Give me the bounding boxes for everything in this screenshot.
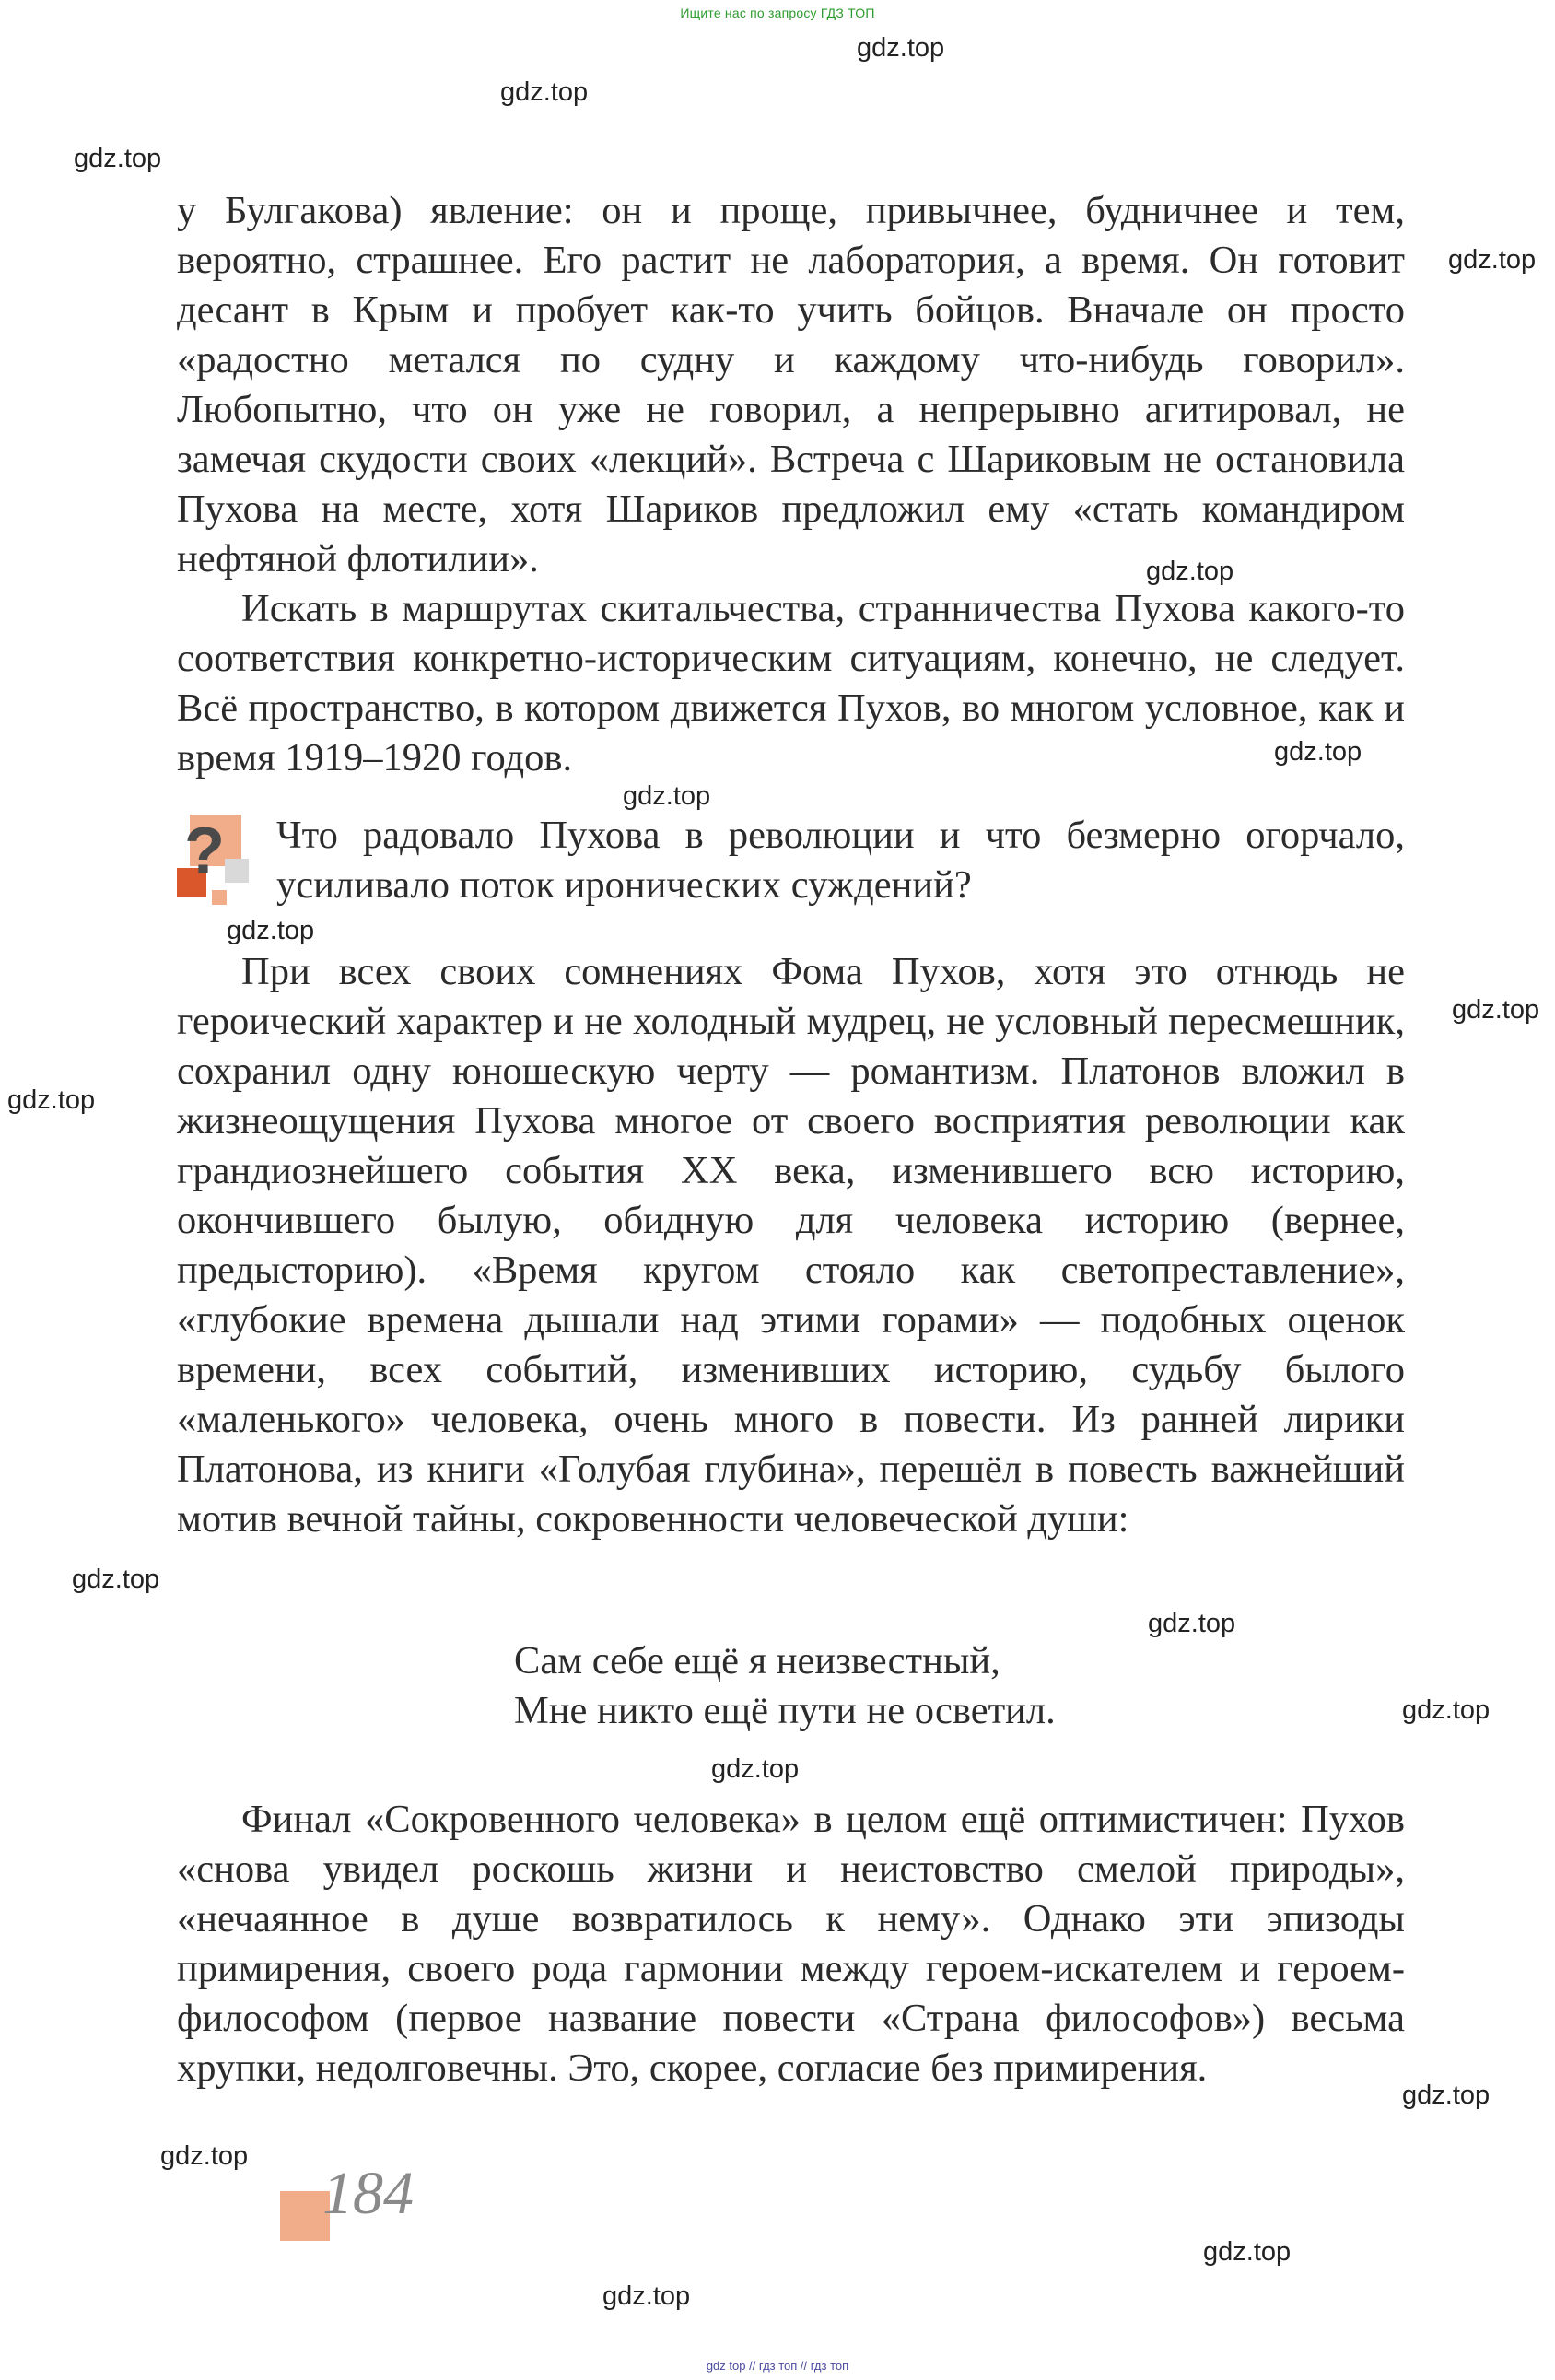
top-banner[interactable]: Ищите нас по запросу ГДЗ ТОП: [680, 6, 875, 20]
paragraph: у Булгакова) явление: он и проще, привычнее, будничнее и тем, вероятно, страшнее. Его растит не лаборатория, а время. Он готовит десант в Крым и пробует как-то учить бойцов. Вначале он просто «радостно метался по судну и каждому что-нибудь говорил». Любопытно, что он уже не говорил, а непрерывно агитировал, не замечая скудости своих «лекций». Встреча с Шариковым не остановила Пухова на месте, хотя Шариков предложил ему «стать командиром нефтяной флотилии».: [177, 189, 1405, 580]
watermark: gdz.top: [1148, 1609, 1236, 1638]
watermark: gdz.top: [160, 2141, 249, 2171]
page-number: 184: [322, 2160, 414, 2227]
watermark: gdz.top: [602, 2281, 691, 2311]
footer-links[interactable]: gdz top // гдз топ // гдз топ: [706, 2359, 849, 2373]
poem-line: Мне никто ещё пути не осветил.: [514, 1689, 1056, 1732]
watermark: gdz.top: [1402, 1695, 1491, 1725]
svg-text:?: ?: [184, 815, 225, 888]
watermark: gdz.top: [623, 781, 711, 811]
watermark: gdz.top: [1448, 245, 1537, 275]
watermark: gdz.top: [500, 77, 589, 107]
question-mark-icon: [177, 811, 269, 912]
watermark: gdz.top: [1146, 557, 1234, 586]
poem-quote: [514, 1636, 1056, 1736]
watermark: gdz.top: [711, 1754, 800, 1784]
watermark: gdz.top: [1203, 2237, 1292, 2267]
text-block-bottom: [177, 1795, 1405, 2093]
poem-line: Сам себе ещё я неизвестный,: [514, 1639, 1000, 1682]
question-text: Что радовало Пухова в революции и что безмерно огорчало, усиливало поток иронических суждений?: [276, 814, 1405, 907]
watermark: gdz.top: [72, 1565, 160, 1594]
text-block-middle: [177, 947, 1405, 1544]
watermark: gdz.top: [74, 144, 162, 173]
watermark: gdz.top: [7, 1085, 96, 1115]
paragraph: При всех своих сомнениях Фома Пухов, хотя это отнюдь не героический характер и не холодный мудрец, не условный пересмешник, сохранил одну юношескую черту — романтизм. Платонов вложил в жизнеощущения Пухова многое от своего восприятия революции как грандиознейшего события XX века, изменившего всю историю, окончившего былую, обидную для человека историю (вернее, предысторию). «Время кругом стояло как светопреставление», «глубокие времена дышали над этими горами» — подобных оценок времени, всех событий, изменивших историю, судьбу былого «маленького» человека, очень много в повести. Из ранней лирики Платонова, из книги «Голубая глубина», перешёл в повесть важнейший мотив вечной тайны, сокровенности человеческой души:: [177, 950, 1405, 1541]
watermark: gdz.top: [227, 916, 315, 945]
watermark: gdz.top: [1452, 995, 1540, 1025]
paragraph: Искать в маршрутах скитальчества, странничества Пухова какого-то соответствия конкретно-историческим ситуациям, конечно, не следует. Всё пространство, в котором движется Пухов, во многом условное, как и время 1919–1920 годов.: [177, 587, 1405, 780]
paragraph: Финал «Сокровенного человека» в целом ещё оптимистичен: Пухов «снова увидел роскошь жизни и неистовство смелой природы», «нечаянное в душе возвратилось к нему». Однако эти эпизоды примирения, своего рода гармонии между героем-искателем и героем-философом (первое название повести «Страна философов») весьма хрупки, недолговечны. Это, скорее, согласие без примирения.: [177, 1798, 1405, 2090]
text-block-top: [177, 186, 1405, 783]
watermark: gdz.top: [1274, 737, 1362, 767]
watermark: gdz.top: [857, 33, 945, 63]
watermark: gdz.top: [1402, 2081, 1491, 2110]
